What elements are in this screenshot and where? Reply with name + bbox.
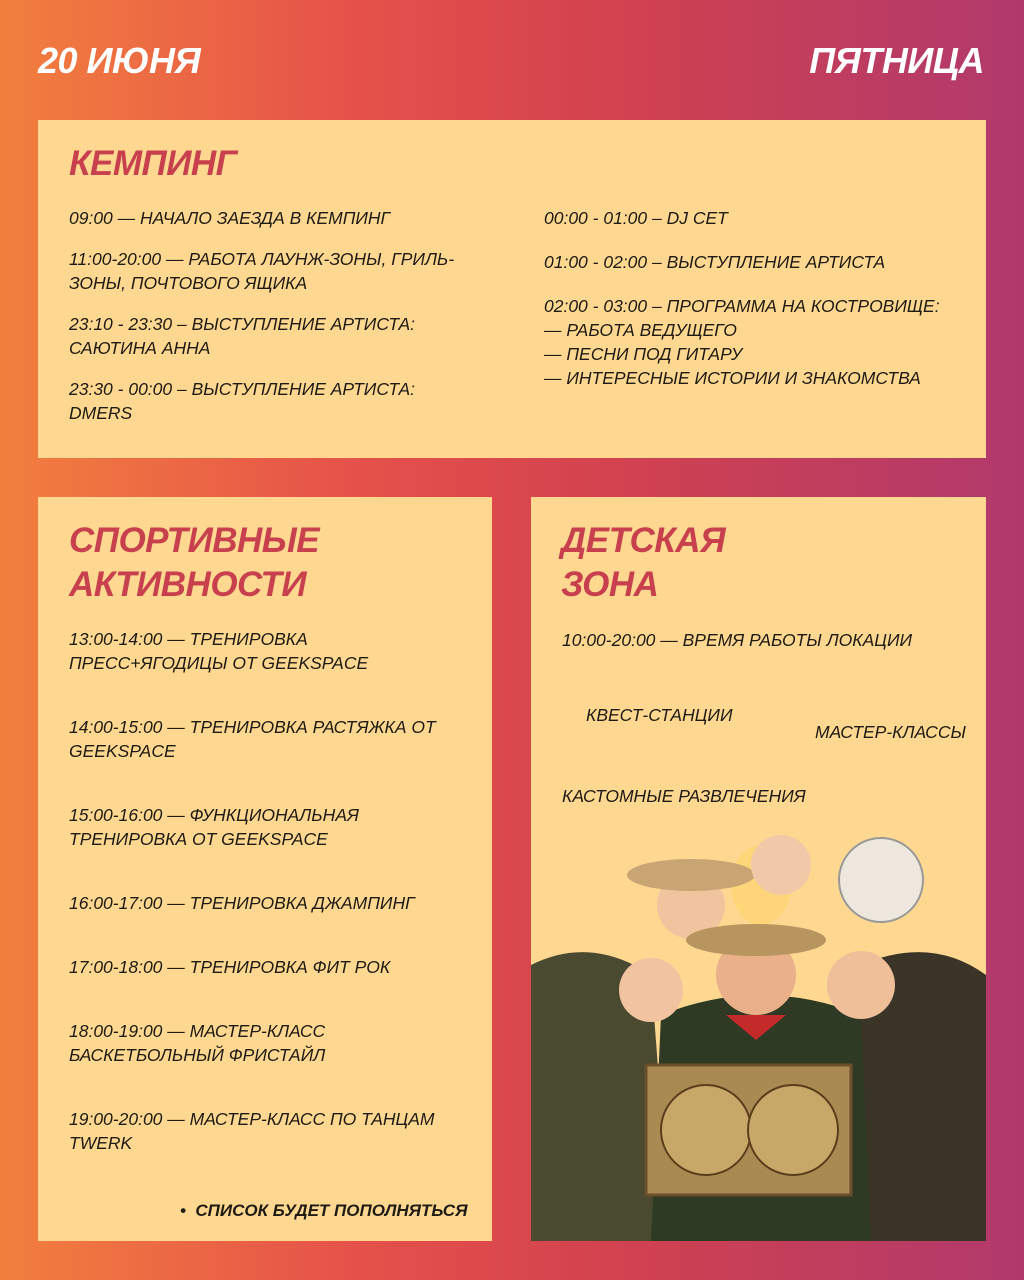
schedule-line: БАСКЕТБОЛЬНЫЙ ФРИСТАЙЛ bbox=[69, 1045, 326, 1065]
schedule-item bbox=[544, 206, 974, 230]
schedule-line: 11:00-20:00 — РАБОТА ЛАУНЖ-ЗОНЫ, ГРИЛЬ- bbox=[69, 249, 455, 269]
schedule-item bbox=[69, 715, 479, 763]
camping-left-list bbox=[69, 206, 489, 442]
schedule-line: ЗОНЫ, ПОЧТОВОГО ЯЩИКА bbox=[69, 273, 308, 293]
sports-note bbox=[180, 1199, 467, 1223]
kids-custom: КАСТОМНЫЕ РАЗВЛЕЧЕНИЯ bbox=[562, 786, 806, 806]
camping-right-list bbox=[544, 206, 974, 410]
camping-title: КЕМПИНГ bbox=[69, 144, 237, 183]
sports-card bbox=[38, 497, 492, 1241]
schedule-item bbox=[69, 627, 479, 675]
note-text: СПИСОК БУДЕТ ПОПОЛНЯТЬСЯ bbox=[195, 1201, 468, 1220]
schedule-line: 19:00-20:00 — МАСТЕР-КЛАСС ПО ТАНЦАМ bbox=[69, 1109, 435, 1129]
schedule-line: 18:00-19:00 — МАСТЕР-КЛАСС bbox=[69, 1021, 326, 1041]
schedule-line: GEEKSPACE bbox=[69, 741, 176, 761]
schedule-line: 17:00-18:00 — ТРЕНИРОВКА ФИТ РОК bbox=[69, 957, 391, 977]
schedule-line: 00:00 - 01:00 – DJ CET bbox=[544, 208, 728, 228]
schedule-item bbox=[69, 247, 489, 295]
sports-list bbox=[69, 627, 479, 1195]
schedule-item bbox=[69, 377, 489, 425]
schedule-item bbox=[69, 1107, 479, 1155]
sports-title-line: АКТИВНОСТИ bbox=[69, 565, 307, 604]
schedule-line: 09:00 — НАЧАЛО ЗАЕЗДА В КЕМПИНГ bbox=[69, 208, 391, 228]
schedule-line: — РАБОТА ВЕДУЩЕГО bbox=[544, 320, 737, 340]
schedule-line: 23:10 - 23:30 – ВЫСТУПЛЕНИЕ АРТИСТА: bbox=[69, 314, 416, 334]
kids-title-line: ЗОНА bbox=[561, 565, 659, 604]
kids-team-photo bbox=[531, 825, 986, 1241]
bullet-icon: • bbox=[180, 1201, 196, 1220]
date-label: 20 ИЮНЯ bbox=[38, 40, 201, 81]
schedule-item bbox=[544, 294, 974, 390]
schedule-line: 14:00-15:00 — ТРЕНИРОВКА РАСТЯЖКА ОТ bbox=[69, 717, 436, 737]
schedule-line: ТРЕНИРОВКА ОТ GEEKSPACE bbox=[69, 829, 328, 849]
schedule-line: 15:00-16:00 — ФУНКЦИОНАЛЬНАЯ bbox=[69, 805, 359, 825]
schedule-line: 23:30 - 00:00 – ВЫСТУПЛЕНИЕ АРТИСТА: bbox=[69, 379, 416, 399]
camping-card bbox=[38, 120, 986, 458]
schedule-item bbox=[69, 312, 489, 360]
schedule-item bbox=[69, 206, 489, 230]
schedule-line: TWERK bbox=[69, 1133, 133, 1153]
kids-quest: КВЕСТ-СТАНЦИИ bbox=[586, 705, 733, 725]
schedule-line: 02:00 - 03:00 – ПРОГРАММА НА КОСТРОВИЩЕ: bbox=[544, 296, 940, 316]
schedule-item bbox=[69, 891, 479, 915]
schedule-line: 01:00 - 02:00 – ВЫСТУПЛЕНИЕ АРТИСТА bbox=[544, 252, 886, 272]
kids-masterclass: МАСТЕР-КЛАССЫ bbox=[815, 722, 966, 742]
schedule-line: — ПЕСНИ ПОД ГИТАРУ bbox=[544, 344, 743, 364]
schedule-item bbox=[544, 250, 974, 274]
schedule-line: DMERS bbox=[69, 403, 133, 423]
schedule-item bbox=[69, 803, 479, 851]
weekday-label: ПЯТНИЦА bbox=[809, 40, 984, 81]
schedule-line: — ИНТЕРЕСНЫЕ ИСТОРИИ И ЗНАКОМСТВА bbox=[544, 368, 921, 388]
sports-title-line: СПОРТИВНЫЕ bbox=[69, 521, 320, 560]
kids-title bbox=[561, 519, 725, 607]
schedule-item bbox=[69, 1019, 479, 1067]
schedule-line: 16:00-17:00 — ТРЕНИРОВКА ДЖАМПИНГ bbox=[69, 893, 415, 913]
schedule-line: 13:00-14:00 — ТРЕНИРОВКА bbox=[69, 629, 308, 649]
sports-title bbox=[69, 519, 319, 607]
schedule-line: ПРЕСС+ЯГОДИЦЫ ОТ GEEKSPACE bbox=[69, 653, 369, 673]
schedule-item bbox=[69, 955, 479, 979]
kids-hours: 10:00-20:00 — ВРЕМЯ РАБОТЫ ЛОКАЦИИ bbox=[562, 630, 913, 650]
kids-card bbox=[531, 497, 986, 1241]
schedule-line: САЮТИНА АННА bbox=[69, 338, 211, 358]
kids-title-line: ДЕТСКАЯ bbox=[561, 521, 726, 560]
